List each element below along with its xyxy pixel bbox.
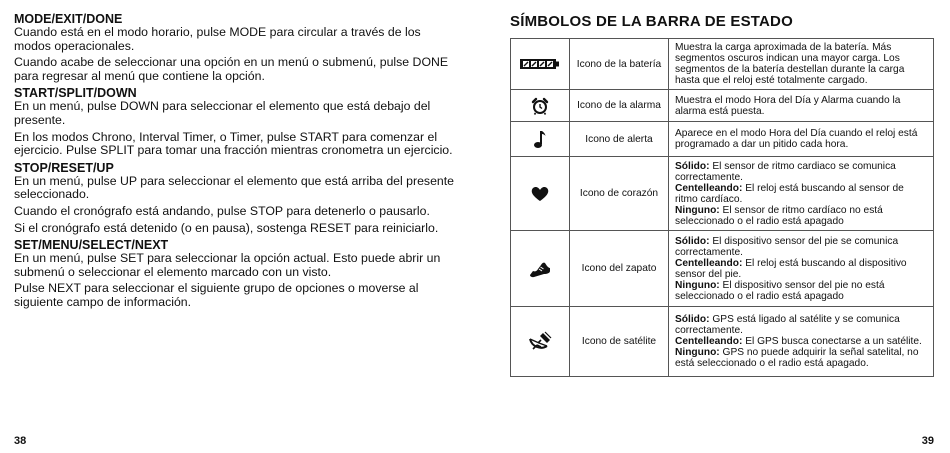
status-text: El sensor de ritmo cardíaco no está seleccionado o el radio está apagado: [675, 204, 883, 227]
heart-icon: [531, 186, 549, 202]
icon-description: [669, 307, 934, 377]
status-line: [675, 280, 927, 302]
status-label: Ninguno:: [675, 347, 720, 358]
status-line: [675, 205, 927, 227]
section-paragraph: Cuando el cronógrafo está andando, pulse STOP para detenerlo o pausarlo.: [14, 203, 430, 218]
status-text: El dispositivo sensor del pie no está seleccionado o el radio está apagado: [675, 279, 885, 302]
icon-description: [669, 122, 934, 157]
section-heading: STOP/RESET/UP: [14, 160, 114, 175]
status-line: [675, 347, 927, 369]
table-row: [511, 39, 934, 90]
status-label: Sólido:: [675, 235, 710, 247]
left-page: [14, 12, 454, 313]
status-symbols-table: [510, 38, 934, 377]
icon-description: [669, 90, 934, 122]
page-title: SÍMBOLOS DE LA BARRA DE ESTADO: [510, 13, 793, 30]
status-label: Ninguno:: [675, 279, 720, 291]
section-paragraph: Cuando acabe de seleccionar una opción en un menú o submenú, pulse DONE para regresar al menú que contiene la opción.: [14, 55, 449, 83]
section-start-split-down: [14, 86, 454, 157]
description-text: Muestra la carga aproximada de la batería. Más segmentos oscuros indican una mayor carga. Los segmentos de la batería destellan durante la carga hasta que el reloj esté totalmente cargado.: [675, 42, 905, 86]
status-line: [675, 258, 927, 280]
section-heading: SET/MENU/SELECT/NEXT: [14, 238, 169, 253]
section-set-menu-select-next: [14, 238, 454, 309]
music-note-icon: [533, 129, 547, 149]
section-paragraph: Cuando está en el modo horario, pulse MODE para circular a través de los modos operacionales.: [14, 25, 421, 53]
status-label: Centelleando:: [675, 257, 743, 269]
status-text: El sensor de ritmo cardiaco se comunica correctamente.: [675, 160, 896, 183]
icon-name: Icono de satélite: [570, 307, 669, 377]
table-row: [511, 122, 934, 157]
status-line: [675, 336, 927, 347]
status-text: El reloj está buscando al dispositivo sensor del pie.: [675, 257, 907, 280]
table-row: [511, 307, 934, 377]
alarm-clock-icon: [531, 97, 549, 115]
status-text: El dispositivo sensor del pie se comunica correctamente.: [675, 235, 899, 258]
description-text: Muestra el modo Hora del Día y Alarma cuando la alarma está puesta.: [675, 94, 901, 117]
section-paragraph: Si el cronógrafo está detenido (o en pausa), sostenga RESET para reiniciarlo.: [14, 220, 439, 235]
icon-cell: [511, 39, 570, 90]
status-label: Centelleando:: [675, 182, 743, 194]
section-paragraph: Pulse NEXT para seleccionar el siguiente grupo de opciones o moverse al siguiente campo de información.: [14, 281, 419, 309]
status-label: Centelleando:: [675, 336, 743, 347]
satellite-icon: [527, 331, 553, 353]
status-text: El reloj está buscando al sensor de ritmo cardíaco.: [675, 182, 904, 205]
description-text: Aparece en el modo Hora del Día cuando el reloj está programado a dar un pitido cada hora.: [675, 128, 918, 150]
status-line: [675, 314, 927, 336]
icon-name: Icono de la alarma: [570, 90, 669, 122]
status-label: Sólido:: [675, 314, 710, 325]
status-text: El GPS busca conectarse a un satélite.: [745, 336, 922, 347]
icon-description: [669, 157, 934, 231]
icon-cell: [511, 307, 570, 377]
icon-cell: [511, 90, 570, 122]
section-stop-reset-up: [14, 161, 454, 235]
shoe-icon: [528, 260, 552, 278]
status-text: GPS no puede adquirir la señal satelital, no está seleccionado o el radio está apagado.: [675, 347, 919, 369]
status-line: [675, 236, 927, 258]
status-label: Ninguno:: [675, 204, 720, 216]
table-row: [511, 231, 934, 307]
icon-name: Icono de corazón: [570, 157, 669, 231]
table-row: [511, 157, 934, 231]
status-line: [675, 161, 927, 183]
section-heading: START/SPLIT/DOWN: [14, 86, 137, 101]
status-label: Sólido:: [675, 160, 710, 172]
section-paragraph: En los modos Chrono, Interval Timer, o Timer, pulse START para comenzar el ejercicio. Pulse SPLIT para tomar una fracción mientras cronometra un ejercicio.: [14, 129, 453, 158]
section-heading: MODE/EXIT/DONE: [14, 12, 123, 26]
status-text: GPS está ligado al satélite y se comunica correctamente.: [675, 314, 900, 336]
icon-name: Icono de la batería: [570, 39, 669, 90]
icon-cell: [511, 122, 570, 157]
status-line: [675, 183, 927, 205]
icon-cell: [511, 157, 570, 231]
icon-cell: [511, 231, 570, 307]
battery-icon: [519, 57, 561, 71]
icon-name: Icono de alerta: [570, 122, 669, 157]
section-paragraph: En un menú, pulse SET para seleccionar la opción actual. Esto puede abrir un submenú o seleccionar el elemento marcado con un visto.: [14, 251, 441, 279]
page-number-right: 39: [921, 435, 934, 447]
icon-description: [669, 231, 934, 307]
section-paragraph: En un menú, pulse UP para seleccionar el elemento que está arriba del presente seleccionado.: [14, 173, 454, 202]
section-mode-exit-done: [14, 12, 454, 83]
icon-name: Icono del zapato: [570, 231, 669, 307]
section-paragraph: En un menú, pulse DOWN para seleccionar el elemento que está debajo del presente.: [14, 99, 431, 127]
table-row: [511, 90, 934, 122]
page-number-left: 38: [14, 435, 27, 447]
icon-description: [669, 39, 934, 90]
